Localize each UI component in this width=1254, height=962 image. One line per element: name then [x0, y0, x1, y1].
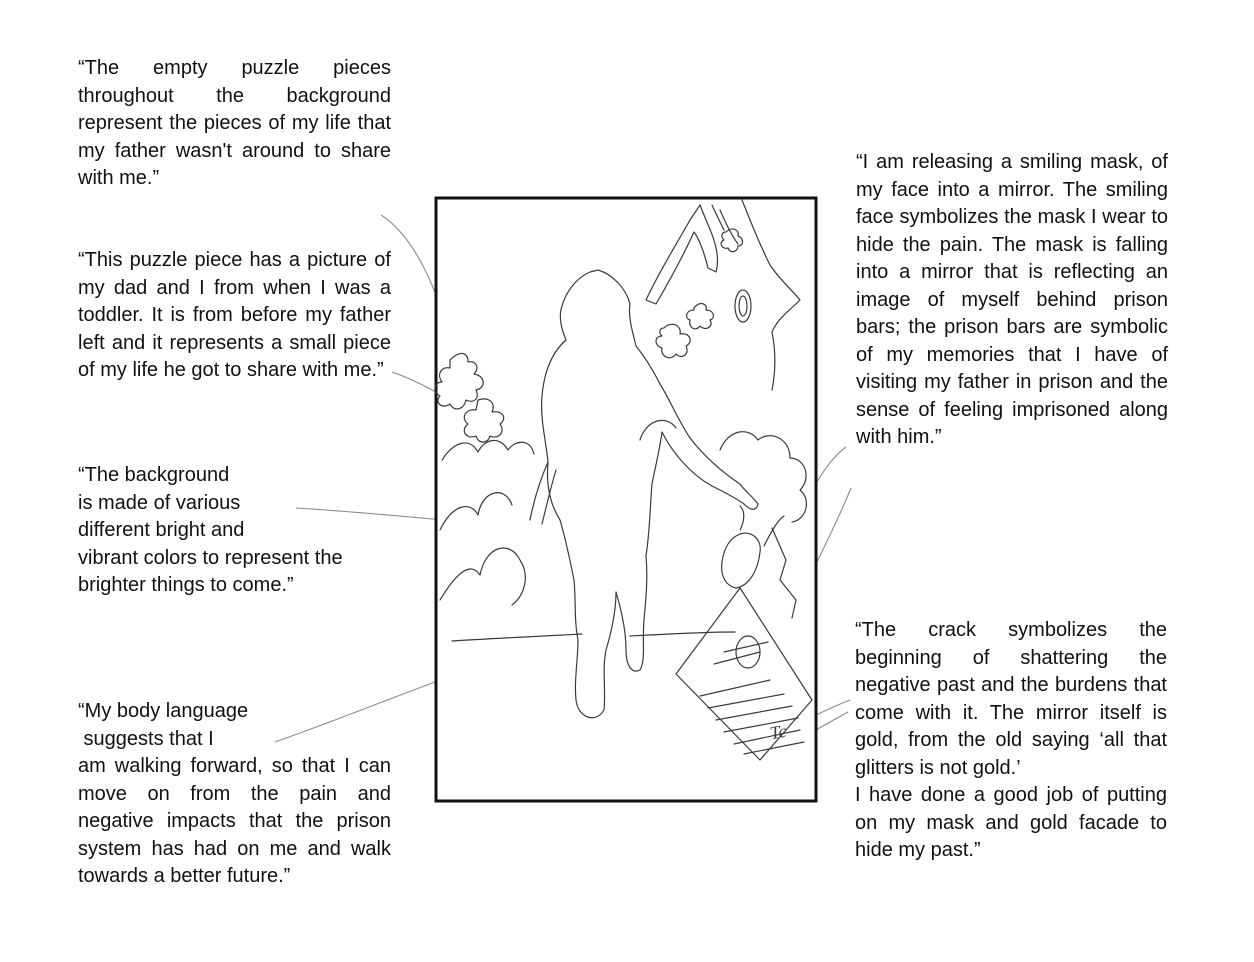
- note-empty-puzzle-pieces: [78, 55, 391, 193]
- note-background-line: vibrant colors to represent the: [78, 546, 343, 569]
- artist-signature: Tc: [768, 720, 788, 744]
- note-body-language: [78, 698, 391, 891]
- note-smiling-mask: [856, 149, 1168, 452]
- note-empty-puzzle-pieces-text: “The empty puzzle pieces throughout the background represent the pieces of my life that my father wasn't around to share with me.”: [78, 57, 391, 189]
- note-background-line: “The background: [78, 464, 230, 486]
- note-body-line: “My body language: [78, 700, 249, 722]
- note-background-line: different bright and: [78, 519, 245, 541]
- note-dad-puzzle-piece-text: “This puzzle piece has a picture of my dad and I from when I was a toddler. It is from before my father left and it represents a small piece of my life he got to share with me.”: [78, 249, 391, 381]
- note-crack-closing: I have done a good job of putting on my mask and gold facade to hide my past.”: [855, 784, 1167, 861]
- note-background-line: brighter things to come.”: [78, 574, 294, 596]
- note-smiling-mask-text: “I am releasing a smiling mask, of my face into a mirror. The smiling face symbolizes the mask I wear to hide the pain. The mask is falling into a mirror that is reflecting an image of myself behind prison bars; the prison bars are symbolic of my memories that I have of visiting my father in prison and the sense of feeling imprisoned along with him.”: [856, 151, 1168, 448]
- note-dad-puzzle-piece: [78, 247, 391, 385]
- note-body-line: suggests that I: [78, 727, 214, 750]
- note-body-text: am walking forward, so that I can move on from the pain and negative impacts that the prison system has had on me and walk towards a better future.”: [78, 755, 391, 887]
- drawing-frame: [436, 198, 816, 801]
- note-crack: [855, 617, 1167, 865]
- note-background-line: is made of various: [78, 491, 241, 514]
- note-crack-text: “The crack symbolizes the beginning of shattering the negative past and the burdens that come with it. The mirror itself is gold, from the old saying ‘all that glitters is not gold.’: [855, 619, 1167, 779]
- note-background-colors: [78, 462, 391, 600]
